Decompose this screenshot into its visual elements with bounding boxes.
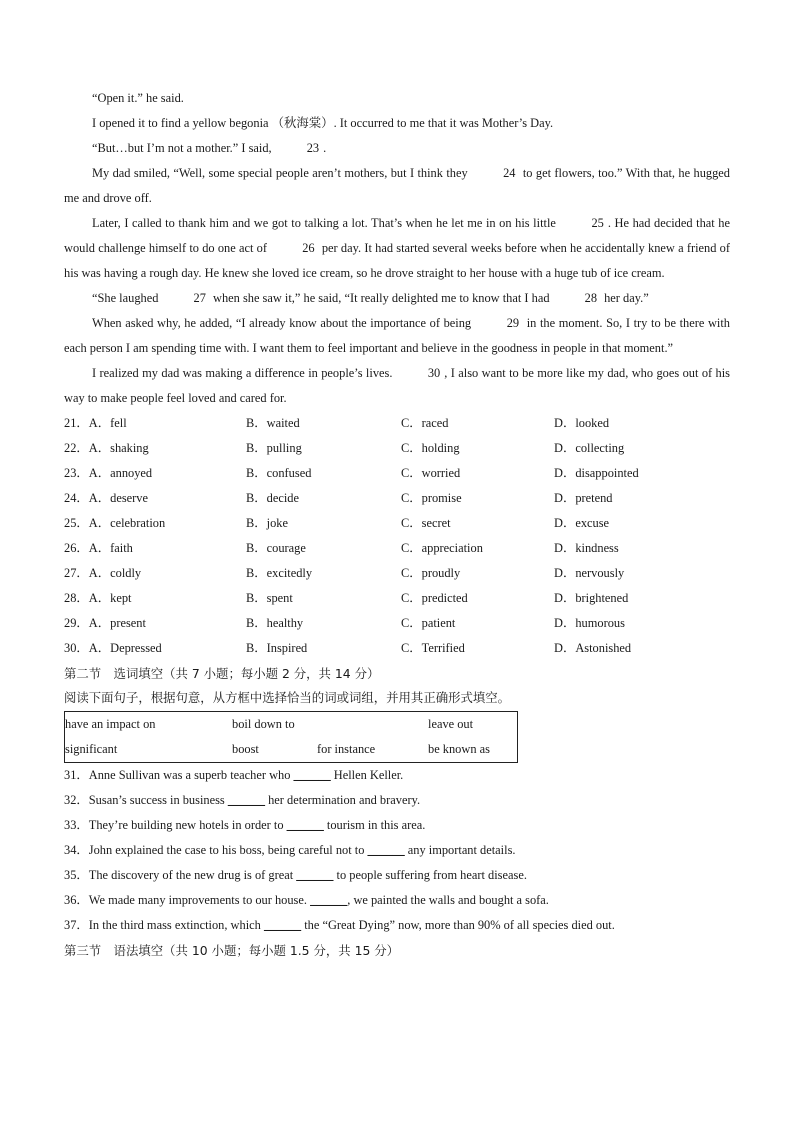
option-b[interactable]: B．courage: [246, 541, 306, 555]
blank-26: 26: [302, 241, 315, 255]
word-bank-box: [64, 711, 518, 763]
sentence-list: [64, 763, 730, 938]
option-b[interactable]: B．joke: [246, 516, 288, 530]
passage-paragraph: Later, I called to thank him and we got to talking a lot. That’s when he let me in on his little 25 . He had decided that he would challenge himself to do one act of 26 per day. It had started several weeks before when he accidentally knew a friend of his was having a rough day. He knew she loved ice cream, so he drove straight to her house with a huge tub of ice cream.: [64, 216, 731, 280]
option-d[interactable]: D．kindness: [554, 541, 619, 555]
word-bank-item: leave out: [428, 717, 474, 731]
passage-paragraph: I realized my dad was making a difference in people’s lives. 30 , I also want to be more like my dad, who goes out of his way to make people feel loved and cared for.: [64, 366, 730, 405]
option-c[interactable]: C．holding: [401, 441, 460, 455]
option-a[interactable]: 23．A．annoyed: [64, 466, 153, 480]
option-a[interactable]: 25．A．celebration: [64, 516, 166, 530]
option-d[interactable]: D．brightened: [554, 591, 629, 605]
word-bank-item: significant: [65, 742, 118, 756]
section-2-title: 第二节 选词填空（共 7 小题；每小题 2 分，共 14 分）: [64, 666, 380, 681]
answer-gap[interactable]: ______: [310, 893, 348, 907]
sentence-item: 31．Anne Sullivan was a superb teacher who ______ Hellen Keller.: [64, 768, 404, 782]
option-d[interactable]: D．pretend: [554, 491, 613, 505]
sentence-item: 33．They’re building new hotels in order to ______ tourism in this area.: [64, 818, 426, 832]
option-c[interactable]: C．patient: [401, 616, 456, 630]
word-bank-item: boost: [232, 742, 259, 756]
option-a[interactable]: 26．A．faith: [64, 541, 133, 555]
option-row: [64, 561, 730, 586]
passage-paragraph: I opened it to find a yellow begonia （秋海棠）. It occurred to me that it was Mother’s Day.: [92, 116, 554, 130]
option-d[interactable]: D．Astonished: [554, 641, 632, 655]
option-c[interactable]: C．Terrified: [401, 641, 465, 655]
option-row: [64, 461, 730, 486]
option-b[interactable]: B．pulling: [246, 441, 302, 455]
option-b[interactable]: B．healthy: [246, 616, 304, 630]
answer-gap[interactable]: ______: [286, 818, 324, 832]
option-c[interactable]: C．promise: [401, 491, 462, 505]
option-d[interactable]: D．humorous: [554, 616, 625, 630]
option-a[interactable]: 28．A．kept: [64, 591, 132, 605]
option-b[interactable]: B．excitedly: [246, 566, 313, 580]
answer-gap[interactable]: ______: [227, 793, 266, 807]
option-b[interactable]: B．confused: [246, 466, 312, 480]
option-d[interactable]: D．excuse: [554, 516, 610, 530]
answer-gap[interactable]: ______: [263, 918, 302, 932]
blank-28: 28: [584, 291, 598, 305]
passage: [64, 86, 730, 411]
answer-gap[interactable]: ______: [367, 843, 405, 857]
sentence-item: 35．The discovery of the new drug is of great ______ to people suffering from heart disease.: [64, 868, 527, 882]
option-row: [64, 486, 730, 511]
option-a[interactable]: 21．A．fell: [64, 416, 127, 430]
option-row: [64, 511, 730, 536]
option-a[interactable]: 29．A．present: [64, 616, 146, 630]
word-bank-item: boil down to: [232, 717, 295, 731]
option-a[interactable]: 22．A．shaking: [64, 441, 149, 455]
passage-paragraph: “She laughed 27 when she saw it,” he said, “It really delighted me to know that I had 28 her day.”: [92, 291, 649, 305]
option-row: [64, 611, 730, 636]
option-d[interactable]: D．looked: [554, 416, 610, 430]
section-2-instruction: 阅读下面句子，根据句意，从方框中选择恰当的词或词组，并用其正确形式填空。: [64, 690, 511, 705]
passage-paragraph: “Open it.” he said.: [92, 91, 184, 105]
option-b[interactable]: B．waited: [246, 416, 300, 430]
word-bank-item: have an impact on: [65, 717, 156, 731]
word-bank-item: be known as: [428, 742, 490, 756]
passage-paragraph: When asked why, he added, “I already know about the importance of being 29 in the moment. So, I try to be there with each person I am spending time with. I want them to feel important and believe in the goodness in people in that moment.”: [64, 316, 730, 355]
option-row: [64, 436, 730, 461]
exam-page: [64, 86, 730, 963]
answer-gap[interactable]: ______: [293, 768, 331, 782]
word-bank-item: for instance: [317, 742, 376, 756]
passage-paragraph: My dad smiled, “Well, some special people aren’t mothers, but I think they 24 to get flowers, too.” With that, he hugged me and drove off.: [64, 166, 730, 205]
answer-gap[interactable]: ______: [296, 868, 334, 882]
option-row: [64, 536, 730, 561]
blank-27: 27: [193, 291, 206, 305]
option-c[interactable]: C．secret: [401, 516, 451, 530]
blank-24: 24: [503, 166, 516, 180]
option-a[interactable]: 30．A．Depressed: [64, 641, 162, 655]
blank-29: 29: [506, 316, 520, 330]
section-3-title: 第三节 语法填空（共 10 小题；每小题 1.5 分，共 15 分）: [64, 943, 400, 958]
option-a[interactable]: 24．A．deserve: [64, 491, 148, 505]
option-d[interactable]: D．nervously: [554, 566, 625, 580]
option-c[interactable]: C．proudly: [401, 566, 461, 580]
passage-paragraph: “But…but I’m not a mother.” I said, 23 .: [92, 141, 327, 155]
option-c[interactable]: C．appreciation: [401, 541, 483, 555]
sentence-item: 36．We made many improvements to our house. ______, we painted the walls and bought a sofa.: [64, 893, 549, 907]
option-d[interactable]: D．disappointed: [554, 466, 639, 480]
option-b[interactable]: B．decide: [246, 491, 299, 505]
option-b[interactable]: B．Inspired: [246, 641, 308, 655]
option-a[interactable]: 27．A．coldly: [64, 566, 142, 580]
sentence-item: 32．Susan’s success in business ______ her determination and bravery.: [64, 793, 421, 807]
option-row: [64, 586, 730, 611]
option-row: [64, 411, 730, 436]
sentence-item: 37．In the third mass extinction, which ______ the “Great Dying” now, more than 90% of all species died out.: [64, 918, 615, 932]
option-row: [64, 636, 730, 661]
option-c[interactable]: C．worried: [401, 466, 461, 480]
option-c[interactable]: C．predicted: [401, 591, 468, 605]
option-c[interactable]: C．raced: [401, 416, 449, 430]
blank-25: 25: [591, 216, 604, 230]
option-d[interactable]: D．collecting: [554, 441, 625, 455]
option-b[interactable]: B．spent: [246, 591, 293, 605]
blank-23: 23: [306, 141, 320, 155]
options-list: [64, 411, 730, 661]
sentence-item: 34．John explained the case to his boss, being careful not to ______ any important details.: [64, 843, 516, 857]
blank-30: 30: [427, 366, 441, 380]
